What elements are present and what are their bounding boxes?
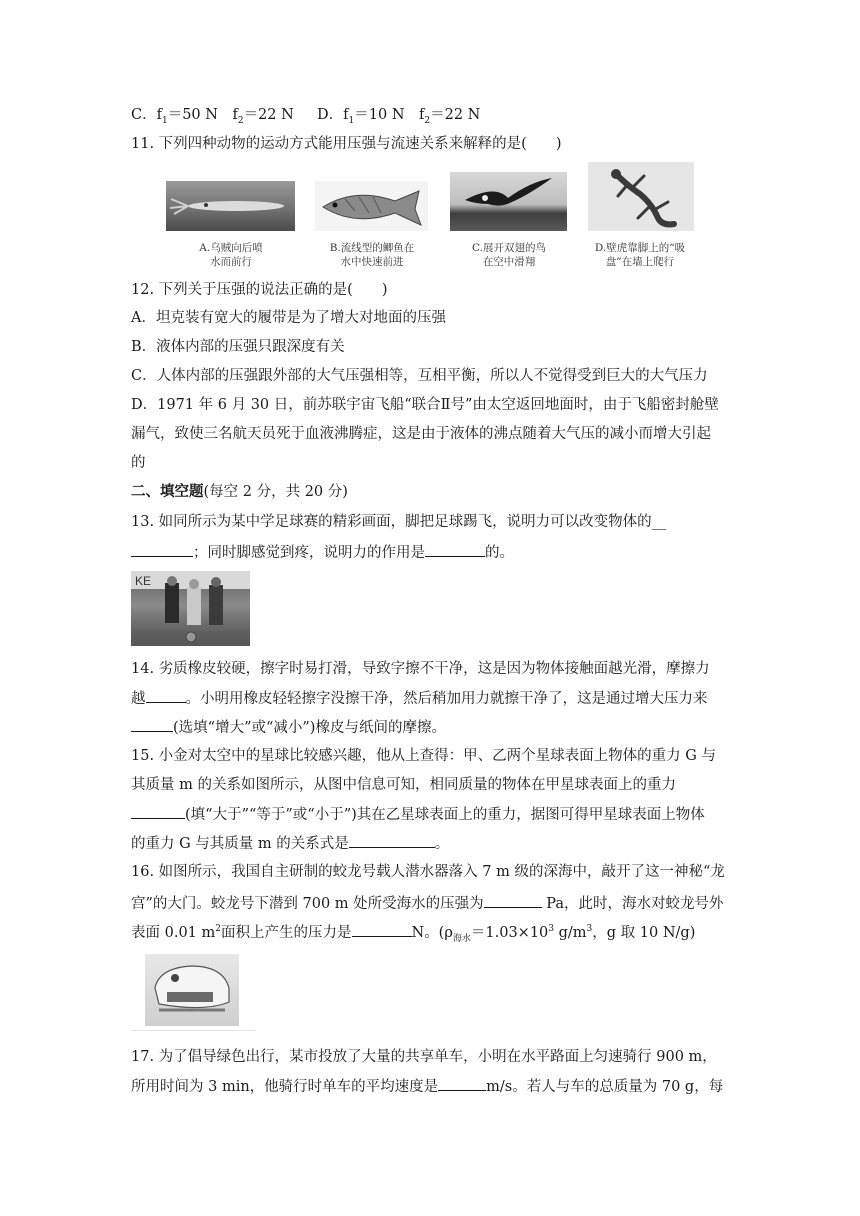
q16-text: g/m: [554, 925, 587, 941]
q17-text: m/s。若人与车的总质量为 70 g，每: [486, 1079, 724, 1095]
section-2-heading: [131, 482, 348, 502]
q14-line2: [131, 688, 708, 709]
q10-options-line: [131, 105, 480, 125]
superscript: 2: [215, 924, 221, 935]
q15-line2: 其质量 m 的关系如图所示，从图中信息可知，相同质量的物体在甲星球表面上的重力: [131, 777, 676, 793]
q15-blank-1[interactable]: [131, 804, 185, 819]
q11-option-d-caption: [582, 241, 698, 269]
superscript: 3: [548, 924, 555, 935]
q15-text: (填“大于”“等于”或“小于”)其在乙星球表面上的重力，据图可得甲星球表面上物体: [185, 807, 705, 823]
q12-option-d-line3: 的: [131, 455, 146, 471]
q12-stem: 12. 下列关于压强的说法正确的是( ): [131, 282, 388, 298]
q12-option-a: A．坦克装有宽大的履带是为了增大对地面的压强: [131, 310, 446, 326]
q16-text: 面积上产生的压力是: [221, 925, 352, 941]
q16-text: N。(ρ: [411, 925, 453, 941]
q12-option-d-line2: 漏气，致使三名航天员死于血液沸腾症，这是由于液体的沸点随着大气压的减小而增大引起: [131, 426, 711, 442]
svg-text:KE: KE: [135, 574, 152, 588]
q15-line3: [131, 804, 705, 825]
caption-line: 盘”在墙上爬行: [605, 256, 675, 268]
subscript: 2: [237, 115, 244, 126]
caption-line: 水中快速前进: [340, 256, 404, 268]
q15-text: 。: [434, 836, 450, 852]
q17-line2: [131, 1076, 723, 1097]
soccer-players-icon: [131, 571, 250, 646]
q16-text: 表面 0.01 m: [131, 925, 216, 941]
q16-text: ，g 取 10 N/g): [592, 925, 696, 941]
caption-line: B.流线型的鲫鱼在: [329, 242, 415, 254]
q17-text: 所用时间为 3 min，他骑行时单车的平均速度是: [131, 1079, 439, 1095]
q13-blank-1[interactable]: [131, 542, 193, 557]
image-divider: [131, 1030, 255, 1031]
q13-line2: [131, 542, 514, 563]
q10-option-d-text: ＝22 N: [430, 107, 481, 123]
q11-option-a-caption: [188, 241, 274, 269]
q13-blank-2[interactable]: [425, 542, 485, 557]
gecko-image: [588, 162, 694, 231]
submersible-icon: [145, 954, 239, 1026]
q14-line1: 14. 劣质橡皮较硬，擦字时易打滑，导致字擦不干净，这是因为物体接触面越光滑，摩擦力: [131, 661, 710, 677]
caption-line: 水而前行: [210, 256, 252, 268]
superscript: 3: [586, 924, 593, 935]
soccer-image: [131, 571, 250, 646]
q14-line3: [131, 717, 446, 738]
caption-line: D.壁虎靠脚上的“吸: [594, 242, 686, 254]
caption-line: 在空中滑翔: [482, 256, 536, 268]
subscript: 海水: [452, 933, 471, 944]
bird-icon: [450, 172, 567, 231]
q14-text: (选填“增大”或“减小”)橡皮与纸间的摩擦。: [173, 720, 446, 736]
q13-text: 的。: [485, 545, 514, 561]
caption-line: C.展开双翅的鸟: [472, 242, 546, 254]
q14-text: 越: [131, 691, 146, 707]
q16-line2: [131, 893, 724, 914]
squid-icon: [166, 181, 295, 231]
q10-option-d: D．f: [317, 107, 349, 123]
q16-text: ＝1.03×10: [470, 925, 549, 941]
q10-option-d-text: ＝10 N f: [354, 107, 425, 123]
q13-line1: 13. 如同所示为某中学足球赛的精彩画面，脚把足球踢飞，说明力可以改变物体的__: [131, 514, 667, 530]
q15-blank-2[interactable]: [349, 833, 435, 848]
q12-option-d-line1: D．1971 年 6 月 30 日，前苏联宇宙飞船“联合Ⅱ号”由太空返回地面时，由于飞船密封舱壁: [131, 397, 719, 413]
q11-option-c-caption: [460, 241, 558, 269]
q14-blank-2[interactable]: [131, 717, 173, 732]
bird-image: [450, 172, 567, 231]
q17-blank-1[interactable]: [438, 1076, 486, 1091]
q16-text: 宫”的大门。蛟龙号下潜到 700 m 处所受海水的压强为: [131, 896, 484, 912]
q16-line3: [131, 922, 695, 943]
gecko-icon: [588, 162, 694, 231]
q16-blank-2[interactable]: [352, 922, 412, 937]
q12-option-c: C．人体内部的压强跟外部的大气压强相等，互相平衡，所以人不觉得受到巨大的大气压力: [131, 368, 708, 384]
subscript: 1: [348, 115, 355, 126]
subscript: 2: [424, 115, 431, 126]
q16-line1: 16. 如图所示，我国自主研制的蛟龙号载人潜水器落入 7 m 级的深海中，敲开了这一神秘“龙: [131, 864, 725, 880]
section-2-title: 二、填空题: [131, 483, 204, 500]
squid-image: [166, 181, 295, 231]
q11-stem: 11. 下列四种动物的运动方式能用压强与流速关系来解释的是( ): [131, 136, 562, 152]
submersible-image: [145, 954, 239, 1026]
q14-blank-1[interactable]: [146, 688, 186, 703]
q15-line1: 15. 小金对太空中的星球比较感兴趣，他从上查得：甲、乙两个星球表面上物体的重力 G 与: [131, 748, 716, 764]
fish-icon: [315, 181, 428, 231]
caption-line: A.乌贼向后喷: [199, 242, 263, 254]
q14-text: 。小明用橡皮轻轻擦字没擦干净，然后稍加用力就擦干净了，这是通过增大压力来: [185, 691, 708, 707]
q15-line4: [131, 833, 449, 854]
q17-line1: 17. 为了倡导绿色出行，某市投放了大量的共享单车，小明在水平路面上匀速骑行 900 m，: [131, 1049, 717, 1065]
q13-text: ；同时脚感觉到疼，说明力的作用是: [193, 545, 425, 561]
q10-option-c-text: ＝50 N f: [167, 107, 238, 123]
q11-option-b-caption: [318, 241, 426, 269]
section-2-note: (每空 2 分，共 20 分): [203, 484, 348, 500]
q10-option-c: C．f: [131, 107, 162, 123]
subscript: 1: [161, 115, 168, 126]
fish-image: [315, 181, 428, 231]
q10-option-c-text: ＝22 N: [243, 107, 294, 123]
q15-text: 的重力 G 与其质量 m 的关系式是: [131, 836, 349, 852]
q16-text: Pa，此时，海水对蛟龙号外: [541, 896, 724, 912]
q16-blank-1[interactable]: [484, 893, 542, 908]
q12-option-b: B．液体内部的压强只跟深度有关: [131, 339, 345, 355]
